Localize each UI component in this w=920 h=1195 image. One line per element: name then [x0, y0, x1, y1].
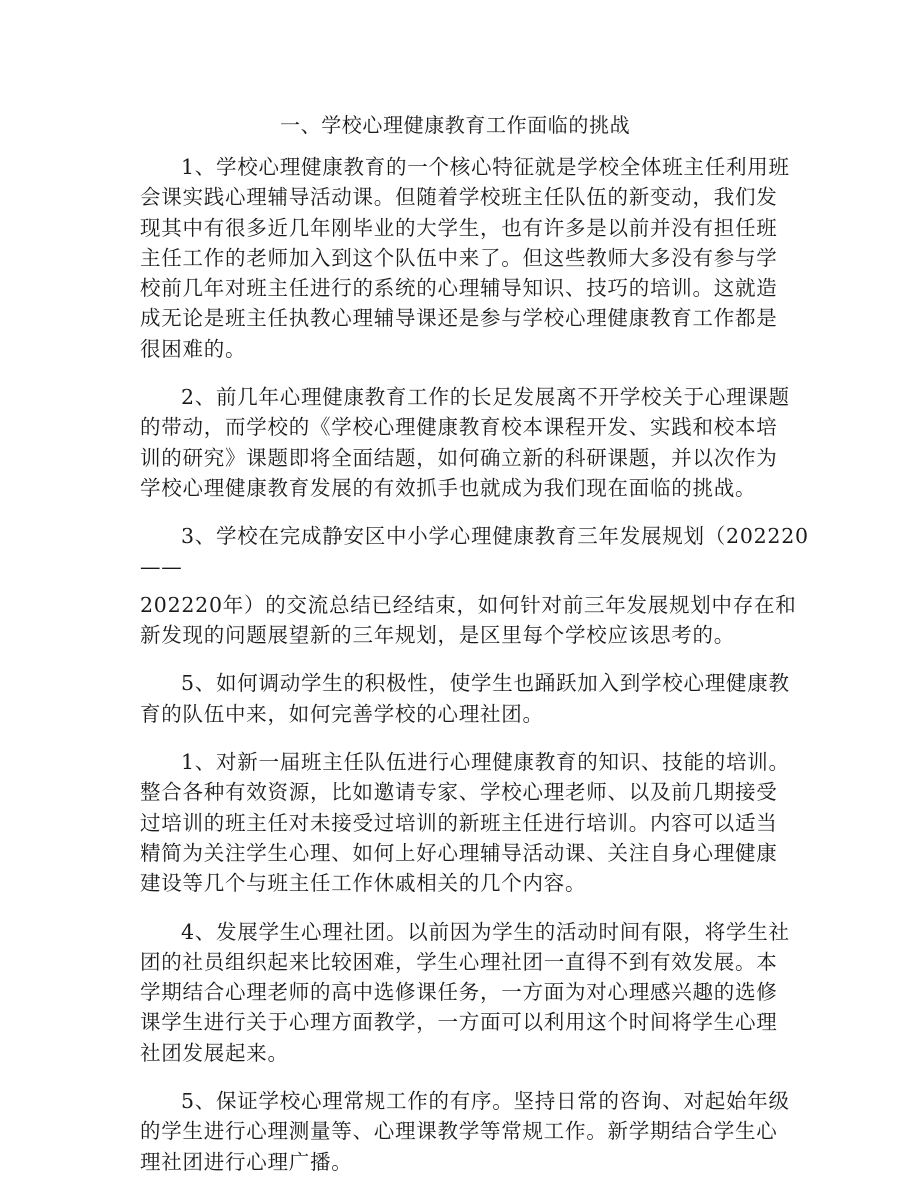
- paragraph: [140, 747, 790, 898]
- paragraph: [140, 668, 790, 729]
- text-line: 学校心理健康教育发展的有效抓手也就成为我们现在面临的挑战。: [140, 475, 757, 500]
- text-line: 新发现的问题展望新的三年规划，是区里每个学校应该思考的。: [140, 623, 735, 648]
- text-line: ——: [140, 554, 183, 579]
- text-line: 很困难的。: [140, 336, 247, 361]
- text-line: 1、对新一届班主任队伍进行心理健康教育的知识、技能的培训。: [181, 750, 790, 775]
- text-line: 育的队伍中来，如何完善学校的心理社团。: [140, 701, 544, 726]
- text-line: 团的社员组织起来比较困难，学生心理社团一直得不到有效发展。本: [140, 949, 778, 974]
- text-line: 5、保证学校心理常规工作的有序。坚持日常的咨询、对起始年级: [181, 1089, 790, 1114]
- text-line: 3、学校在完成静安区中小学心理健康教育三年发展规划（202220: [181, 524, 809, 549]
- text-line: 现其中有很多近几年刚毕业的大学生，也有许多是以前并没有担任班: [140, 215, 778, 240]
- text-line: 4、发展学生心理社团。以前因为学生的活动时间有限，将学生社: [181, 919, 790, 944]
- text-line: 精简为关注学生心理、如何上好心理辅导活动课、关注自身心理健康: [140, 840, 778, 865]
- text-line: 训的研究》课题即将全面结题，如何确立新的科研课题，并以次作为: [140, 445, 778, 470]
- text-line: 整合各种有效资源，比如邀请专家、学校心理老师、以及前几期接受: [140, 780, 778, 805]
- text-line: 会课实践心理辅导活动课。但随着学校班主任队伍的新变动，我们发: [140, 185, 778, 210]
- text-line: 学期结合心理老师的高中选修课任务，一方面为对心理感兴趣的选修: [140, 980, 778, 1005]
- text-line: 2、前几年心理健康教育工作的长足发展离不开学校关于心理课题: [181, 385, 790, 410]
- text-line: 1、学校心理健康教育的一个核心特征就是学校全体班主任利用班: [181, 155, 790, 179]
- text-line: 主任工作的老师加入到这个队伍中来了。但这些教师大多没有参与学: [140, 245, 778, 270]
- text-line: 5、如何调动学生的积极性，使学生也踊跃加入到学校心理健康教: [181, 671, 790, 696]
- section-heading: 一、学校心理健康教育工作面临的挑战: [280, 113, 631, 137]
- text-line: 202220年）的交流总结已经结束，如何针对前三年发展规划中存在和: [140, 592, 797, 617]
- paragraph: [140, 590, 797, 651]
- text-line: 理社团进行心理广播。: [140, 1149, 353, 1174]
- text-line: 社团发展起来。: [140, 1040, 289, 1065]
- text-line: 课学生进行关于心理方面教学，一方面可以利用这个时间将学生心理: [140, 1010, 778, 1035]
- paragraph: [140, 1086, 790, 1177]
- document-body: [140, 152, 809, 1195]
- text-line: 校前几年对班主任进行的系统的心理辅导知识、技巧的培训。这就造: [140, 276, 778, 301]
- paragraph: [140, 382, 790, 503]
- text-line: 成无论是班主任执教心理辅导课还是参与学校心理健康教育工作都是: [140, 306, 778, 331]
- paragraph: [140, 152, 790, 364]
- text-line: 建设等几个与班主任工作休戚相关的几个内容。: [140, 871, 587, 896]
- text-line: 的学生进行心理测量等、心理课教学等常规工作。新学期结合学生心: [140, 1119, 778, 1144]
- text-line: 过培训的班主任对未接受过培训的新班主任进行培训。内容可以适当: [140, 810, 778, 835]
- paragraph: [140, 917, 790, 1068]
- paragraph: [140, 521, 809, 582]
- text-line: 的带动，而学校的《学校心理健康教育校本课程开发、实践和校本培: [140, 415, 778, 440]
